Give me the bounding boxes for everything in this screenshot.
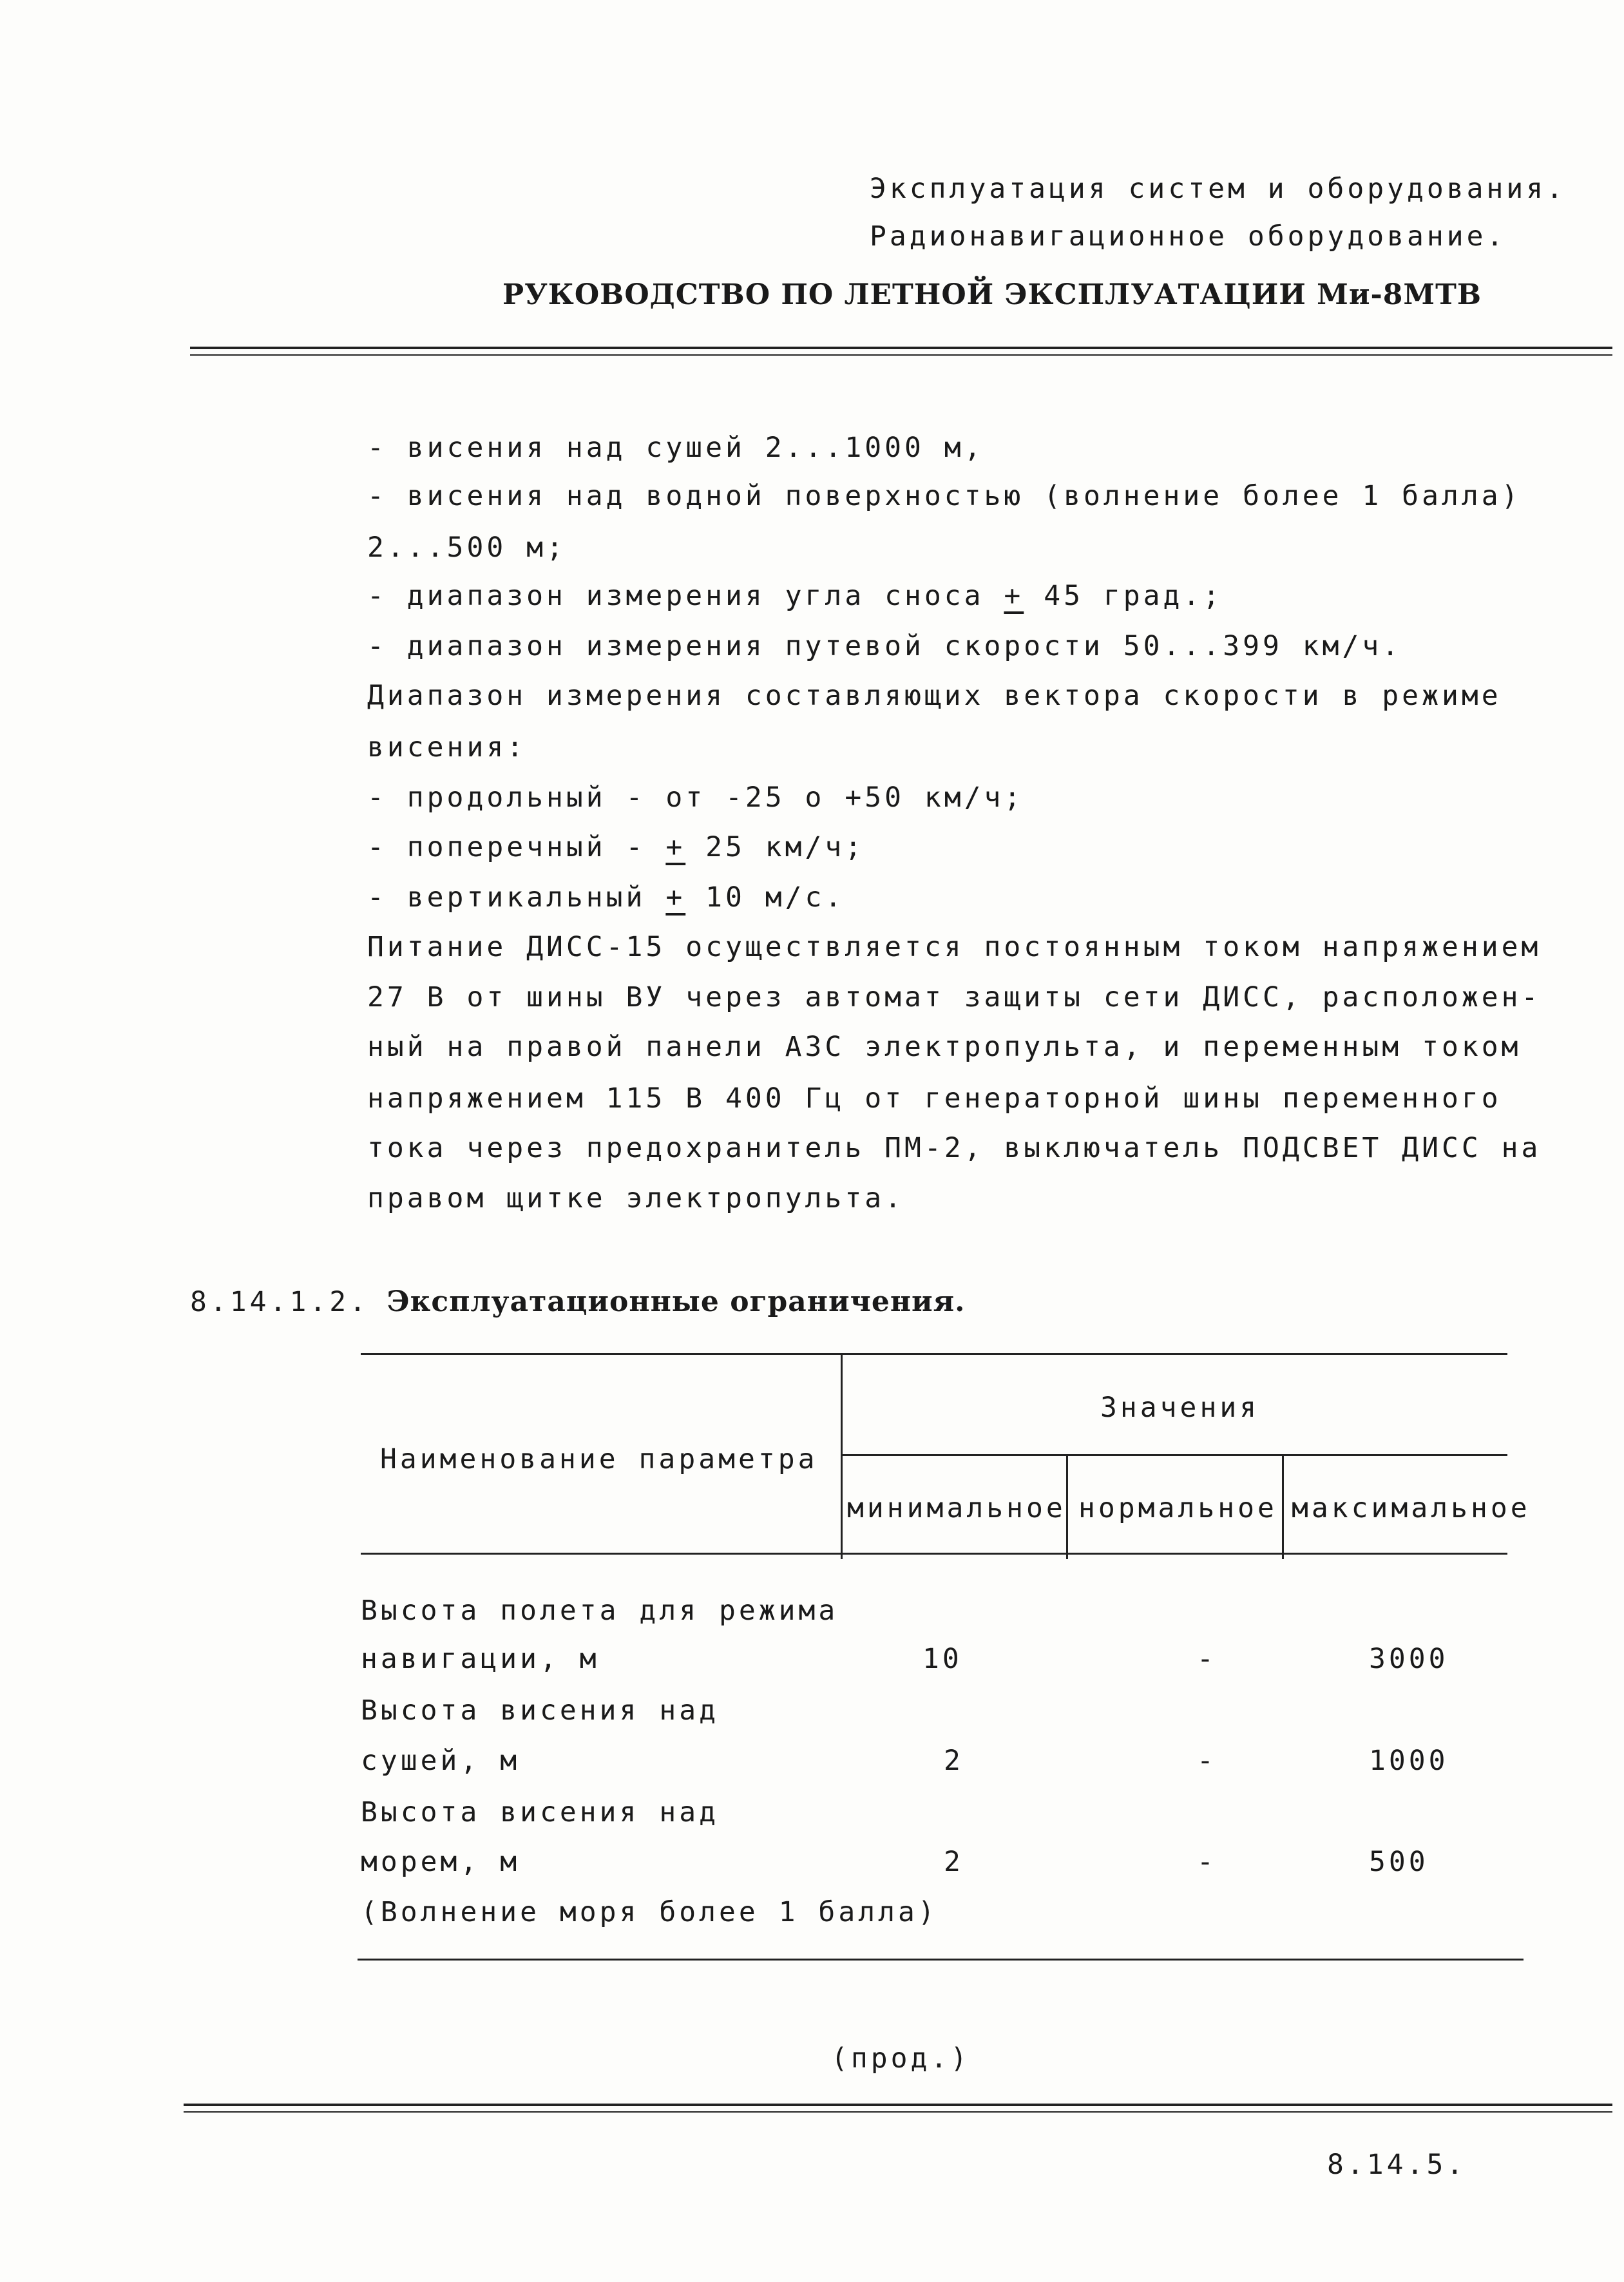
table-divider (1066, 1454, 1068, 1559)
footer-double-rule-top (184, 2104, 1612, 2106)
header-double-rule-top (190, 347, 1612, 349)
table-cell-max: 500 (1369, 1846, 1429, 1878)
table-top-rule (361, 1353, 1507, 1355)
body-line: - диапазон измерения путевой скорости 50...399 км/ч. (367, 630, 1402, 662)
table-row-name: Высота висения над (361, 1694, 719, 1727)
section-heading (190, 1285, 966, 1318)
plus-minus-sign: + (665, 881, 686, 914)
table-divider (841, 1353, 843, 1559)
plus-minus-sign: + (665, 831, 686, 863)
section-number: 8.14.1.2. (190, 1286, 369, 1318)
body-line: ный на правой панели АЗС электропульта, и переменным током (367, 1031, 1522, 1063)
table-header-rule (361, 1553, 1507, 1555)
table-cell-norm: - (1197, 1846, 1217, 1878)
table-cell-min: 2 (944, 1846, 964, 1878)
body-line: Диапазон измерения составляющих вектора скорости в режиме (367, 680, 1502, 712)
body-line: висения: (367, 731, 527, 763)
manual-title: РУКОВОДСТВО ПО ЛЕТНОЙ ЭКСПЛУАТАЦИИ Ми-8МТВ (502, 278, 1482, 311)
norm-header: нормальное (1078, 1492, 1277, 1524)
plus-minus-sign: + (1004, 580, 1024, 612)
body-line: - висения над водной поверхностью (волнение более 1 балла) (367, 480, 1522, 512)
table-cell-max: 3000 (1369, 1643, 1449, 1675)
values-header: Значения (1100, 1392, 1260, 1424)
header-section-line: Эксплуатация систем и оборудования. (870, 173, 1567, 205)
body-line: тока через предохранитель ПМ-2, выключатель ПОДСВЕТ ДИСС на (367, 1132, 1542, 1164)
min-header: минимальное (847, 1492, 1066, 1524)
body-line: 2...500 м; (367, 532, 566, 564)
header-subsection-line: Радионавигационное оборудование. (870, 220, 1507, 253)
body-line: - поперечный - + 25 км/ч; (367, 831, 865, 863)
table-row-name: навигации, м (361, 1643, 600, 1675)
table-row-name: сушей, м (361, 1745, 521, 1777)
body-line: - висения над сушей 2...1000 м, (367, 432, 984, 464)
table-divider (1282, 1454, 1284, 1559)
max-header: максимальное (1292, 1492, 1531, 1524)
table-row-name: морем, м (361, 1846, 521, 1878)
body-line: - вертикальный + 10 м/с. (367, 881, 845, 914)
body-line: напряжением 115 В 400 Гц от генераторной шины переменного (367, 1082, 1502, 1115)
table-row-name: Высота полета для режима (361, 1595, 839, 1627)
body-line: - диапазон измерения угла сноса + 45 град.; (367, 580, 1223, 612)
body-line: 27 В от шины ВУ через автомат защиты сети ДИСС, расположен- (367, 981, 1542, 1013)
table-cell-min: 10 (922, 1643, 962, 1675)
page-number: 8.14.5. (1327, 2149, 1467, 2181)
continued-note: (прод.) (831, 2042, 971, 2075)
section-title: Эксплуатационные ограничения. (387, 1285, 966, 1318)
table-cell-norm: - (1197, 1745, 1217, 1777)
body-line: Питание ДИСС-15 осуществляется постоянным током напряжением (367, 931, 1542, 963)
table-bottom-rule (358, 1959, 1524, 1961)
body-line: правом щитке электропульта. (367, 1182, 904, 1214)
footer-double-rule-bottom (184, 2111, 1612, 2113)
table-cell-max: 1000 (1369, 1745, 1449, 1777)
body-line: - продольный - от -25 о +50 км/ч; (367, 781, 1024, 814)
table-cell-min: 2 (944, 1745, 964, 1777)
table-row-name: Высота висения над (361, 1796, 719, 1828)
values-header-rule (841, 1454, 1507, 1456)
param-header: Наименование параметра (380, 1443, 818, 1475)
table-cell-norm: - (1197, 1643, 1217, 1675)
header-double-rule-bottom (190, 354, 1612, 356)
table-note: (Волнение моря более 1 балла) (361, 1896, 938, 1928)
